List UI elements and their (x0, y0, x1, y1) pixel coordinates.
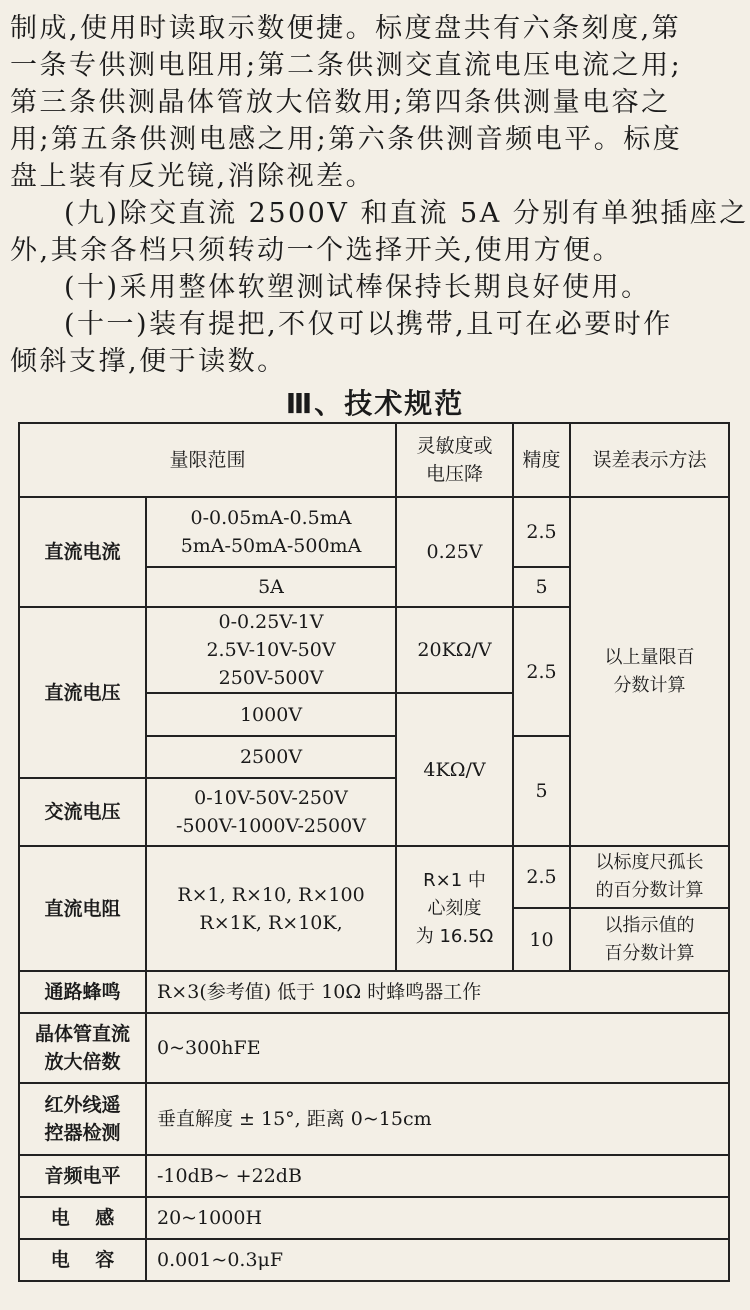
label-line: 红外线遥 (44, 1094, 121, 1116)
paragraph-nine (10, 195, 749, 269)
dc-voltage-range-1000v: 1000V (146, 693, 396, 736)
continuity-value: R×3(参考值) 低于 10Ω 时蜂鸣器工作 (146, 971, 729, 1013)
error-line: 以标度尺孤长 (595, 852, 704, 873)
error-line: 分数计算 (613, 674, 686, 696)
sensitivity-line: 为 16.5Ω (415, 925, 494, 947)
error-method-percent (570, 497, 729, 846)
transistor-label (19, 1013, 146, 1083)
dc-current-precision-2: 5 (513, 567, 570, 607)
capacitance-label: 电 容 (19, 1239, 146, 1281)
text-line: (十一)装有提把,不仅可以携带,且可在必要时作 (64, 309, 673, 340)
error-line: 的百分数计算 (595, 880, 704, 901)
header-row (19, 423, 729, 497)
dc-current-precision-1: 2.5 (513, 497, 570, 567)
transistor-value: 0~300hFE (146, 1013, 729, 1083)
text-line: 第三条供测晶体管放大倍数用;第四条供测量电容之 (10, 87, 671, 118)
infrared-label (19, 1083, 146, 1155)
paragraph-scale (10, 10, 740, 195)
label-line: 控器检测 (44, 1122, 121, 1144)
dc-current-sensitivity: 0.25V (396, 497, 513, 607)
text-line: (十)采用整体软塑测试棒保持长期良好使用。 (64, 272, 651, 303)
dc-voltage-sensitivity-1: 20KΩ/V (396, 607, 513, 693)
range-line: 5mA-50mA-500mA (180, 535, 362, 557)
error-line: 以指示值的 (604, 914, 695, 936)
spec-table (18, 422, 730, 1282)
label-line: 放大倍数 (44, 1051, 121, 1073)
header-sensitivity (396, 423, 513, 497)
range-line: 0-10V-50V-250V (194, 787, 348, 809)
header-precision: 精度 (513, 423, 570, 497)
dc-current-range-5a: 5A (146, 567, 396, 607)
text-line: 用;第五条供测电感之用;第六条供测音频电平。标度 (10, 124, 683, 155)
table-row (19, 497, 729, 567)
dc-resistance-ranges (146, 846, 396, 971)
text-line: 外,其余各档只须转动一个选择开关,使用方便。 (10, 235, 623, 266)
range-line: 0-0.25V-1V (218, 611, 324, 633)
continuity-label: 通路蜂鸣 (19, 971, 146, 1013)
section-title: Ⅲ、技术规范 (285, 387, 465, 420)
dc-current-ranges (146, 497, 396, 567)
inductance-label: 电 感 (19, 1197, 146, 1239)
dc-resistance-label: 直流电阻 (19, 846, 146, 971)
dc-voltage-ranges (146, 607, 396, 693)
dc-voltage-range-2500v: 2500V (146, 736, 396, 778)
dc-resistance-error-1 (570, 846, 729, 908)
header-error-method: 误差表示方法 (570, 423, 729, 497)
table-row (19, 971, 729, 1013)
range-line: R×1, R×10, R×100 (177, 883, 365, 906)
dc-resistance-precision-1: 2.5 (513, 846, 570, 908)
text-line: 一条专供测电阻用;第二条供测交直流电压电流之用; (10, 50, 683, 81)
text-line: 制成,使用时读取示数便捷。标度盘共有六条刻度,第 (10, 13, 682, 44)
infrared-value: 垂直解度 ± 15°, 距离 0~15cm (146, 1083, 729, 1155)
header-range: 量限范围 (19, 423, 396, 497)
table-row (19, 1013, 729, 1083)
dc-resistance-sensitivity (396, 846, 513, 971)
audio-level-value: -10dB~ +22dB (146, 1155, 729, 1197)
text-line: (九)除交直流 2500V 和直流 5A 分别有单独插座之 (64, 198, 749, 229)
range-line: 0-0.05mA-0.5mA (190, 507, 352, 529)
sensitivity-line: R×1 中 (423, 869, 486, 891)
inductance-value: 20~1000H (146, 1197, 729, 1239)
text-line: 倾斜支撑,便于读数。 (10, 346, 287, 377)
table-row (19, 1155, 729, 1197)
header-sensitivity-line: 灵敏度或 (416, 435, 493, 457)
label-line: 晶体管直流 (34, 1023, 130, 1045)
range-line: 250V-500V (218, 667, 324, 689)
dc-voltage-precision-1: 2.5 (513, 607, 570, 736)
text-line: 盘上装有反光镜,消除视差。 (10, 161, 376, 192)
dc-current-label: 直流电流 (19, 497, 146, 607)
ac-voltage-label: 交流电压 (19, 778, 146, 846)
dc-resistance-error-2 (570, 908, 729, 971)
paragraph-ten (10, 269, 740, 306)
range-line: 2.5V-10V-50V (206, 639, 336, 661)
header-sensitivity-line: 电压降 (426, 463, 484, 485)
audio-level-label: 音频电平 (19, 1155, 146, 1197)
table-row (19, 1197, 729, 1239)
sensitivity-line: 心刻度 (427, 897, 482, 919)
voltage-precision-2: 5 (513, 736, 570, 846)
range-line: R×1K, R×10K, (199, 911, 343, 934)
error-line: 百分数计算 (604, 942, 695, 964)
dc-voltage-label: 直流电压 (19, 607, 146, 778)
paragraph-eleven (10, 306, 740, 380)
table-row (19, 1239, 729, 1281)
dc-voltage-sensitivity-2: 4KΩ/V (396, 693, 513, 846)
error-line: 以上量限百 (604, 646, 695, 668)
capacitance-value: 0.001~0.3μF (146, 1239, 729, 1281)
dc-resistance-precision-2: 10 (513, 908, 570, 971)
table-row (19, 846, 729, 908)
table-row (19, 1083, 729, 1155)
range-line: -500V-1000V-2500V (176, 815, 366, 837)
ac-voltage-ranges (146, 778, 396, 846)
